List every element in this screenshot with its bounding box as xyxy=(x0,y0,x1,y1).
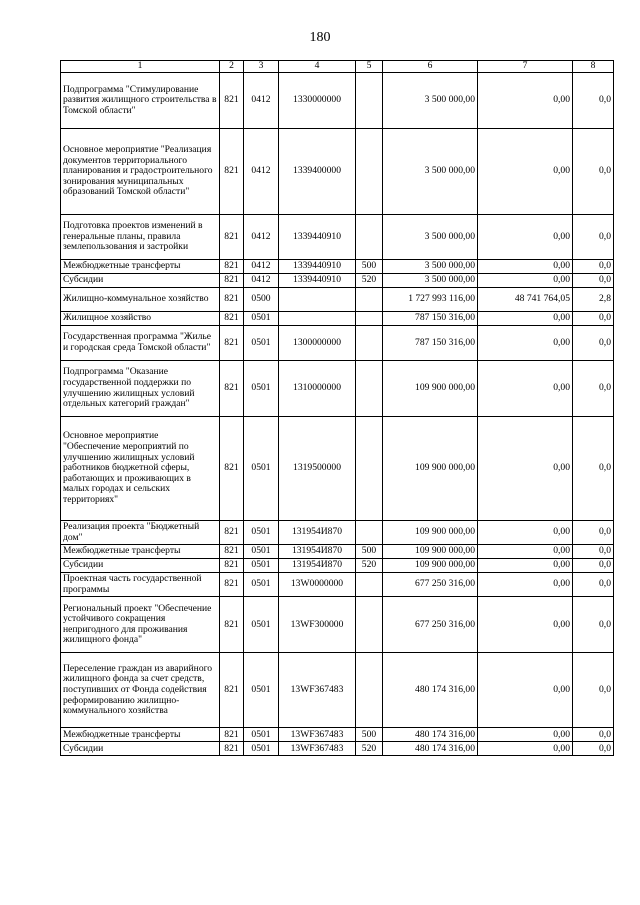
row-section-code: 0501 xyxy=(244,417,279,521)
column-header: 2 xyxy=(220,61,244,73)
row-executed-amount: 0,00 xyxy=(478,274,573,288)
row-approved-amount: 787 150 316,00 xyxy=(383,326,478,361)
row-executed-amount: 0,00 xyxy=(478,559,573,573)
row-name: Подпрограмма "Стимулирование развития жилищного строительства в Томской области" xyxy=(61,73,220,129)
row-approved-amount: 3 500 000,00 xyxy=(383,129,478,215)
row-expense-type xyxy=(356,326,383,361)
row-executed-amount: 48 741 764,05 xyxy=(478,288,573,312)
row-expense-type: 500 xyxy=(356,545,383,559)
column-header: 4 xyxy=(279,61,356,73)
table-row xyxy=(61,521,614,545)
row-admin-code: 821 xyxy=(220,288,244,312)
row-section-code: 0501 xyxy=(244,573,279,597)
row-executed-amount: 0,00 xyxy=(478,597,573,653)
table-row xyxy=(61,215,614,260)
row-approved-amount: 109 900 000,00 xyxy=(383,545,478,559)
row-admin-code: 821 xyxy=(220,728,244,742)
row-section-code: 0412 xyxy=(244,73,279,129)
row-executed-amount: 0,00 xyxy=(478,545,573,559)
row-executed-amount: 0,00 xyxy=(478,312,573,326)
row-target-code: 1310000000 xyxy=(279,361,356,417)
table-row xyxy=(61,260,614,274)
row-section-code: 0501 xyxy=(244,559,279,573)
row-executed-amount: 0,00 xyxy=(478,260,573,274)
row-target-code: 1339440910 xyxy=(279,274,356,288)
budget-table xyxy=(60,60,614,756)
row-approved-amount: 787 150 316,00 xyxy=(383,312,478,326)
row-percent: 0,0 xyxy=(573,597,614,653)
row-admin-code: 821 xyxy=(220,597,244,653)
row-expense-type xyxy=(356,597,383,653)
page-number: 180 xyxy=(309,30,331,45)
row-executed-amount: 0,00 xyxy=(478,129,573,215)
row-approved-amount: 480 174 316,00 xyxy=(383,742,478,756)
table-row xyxy=(61,73,614,129)
row-admin-code: 821 xyxy=(220,545,244,559)
table-row xyxy=(61,312,614,326)
row-admin-code: 821 xyxy=(220,73,244,129)
row-approved-amount: 3 500 000,00 xyxy=(383,73,478,129)
row-admin-code: 821 xyxy=(220,559,244,573)
row-expense-type: 520 xyxy=(356,742,383,756)
row-name: Подпрограмма "Оказание государственной поддержки по улучшению жилищных условий отдельных категорий граждан" xyxy=(61,361,220,417)
row-approved-amount: 109 900 000,00 xyxy=(383,361,478,417)
row-target-code: 1339440910 xyxy=(279,215,356,260)
row-expense-type xyxy=(356,361,383,417)
row-admin-code: 821 xyxy=(220,521,244,545)
row-percent: 0,0 xyxy=(573,653,614,728)
row-percent: 2,8 xyxy=(573,288,614,312)
row-name: Основное мероприятие "Обеспечение мероприятий по улучшению жилищных условий работников бюджетной сферы, работающих и проживающих в малых городах и сельских территориях" xyxy=(61,417,220,521)
row-name: Жилищное хозяйство xyxy=(61,312,220,326)
row-percent: 0,0 xyxy=(573,728,614,742)
row-name: Подготовка проектов изменений в генеральные планы, правила землепользования и застройки xyxy=(61,215,220,260)
row-percent: 0,0 xyxy=(573,573,614,597)
row-section-code: 0501 xyxy=(244,653,279,728)
row-percent: 0,0 xyxy=(573,215,614,260)
column-header: 1 xyxy=(61,61,220,73)
row-name: Межбюджетные трансферты xyxy=(61,260,220,274)
row-admin-code: 821 xyxy=(220,653,244,728)
row-percent: 0,0 xyxy=(573,742,614,756)
row-section-code: 0500 xyxy=(244,288,279,312)
row-executed-amount: 0,00 xyxy=(478,521,573,545)
column-header: 5 xyxy=(356,61,383,73)
row-target-code: 13WF300000 xyxy=(279,597,356,653)
row-percent: 0,0 xyxy=(573,417,614,521)
row-expense-type: 520 xyxy=(356,274,383,288)
row-section-code: 0501 xyxy=(244,597,279,653)
table-row xyxy=(61,545,614,559)
row-admin-code: 821 xyxy=(220,361,244,417)
row-name: Межбюджетные трансферты xyxy=(61,545,220,559)
row-expense-type xyxy=(356,215,383,260)
row-admin-code: 821 xyxy=(220,326,244,361)
row-name: Субсидии xyxy=(61,742,220,756)
row-target-code: 131954И870 xyxy=(279,521,356,545)
row-name: Субсидии xyxy=(61,559,220,573)
row-target-code: 13W0000000 xyxy=(279,573,356,597)
column-header: 7 xyxy=(478,61,573,73)
row-percent: 0,0 xyxy=(573,559,614,573)
row-approved-amount: 109 900 000,00 xyxy=(383,559,478,573)
row-target-code: 131954И870 xyxy=(279,545,356,559)
row-approved-amount: 1 727 993 116,00 xyxy=(383,288,478,312)
row-name: Основное мероприятие "Реализация документов территориального планирования и градостроительного зонирования муниципальных образований Томской области" xyxy=(61,129,220,215)
row-percent: 0,0 xyxy=(573,274,614,288)
row-expense-type xyxy=(356,417,383,521)
row-percent: 0,0 xyxy=(573,361,614,417)
row-section-code: 0501 xyxy=(244,545,279,559)
row-target-code: 1300000000 xyxy=(279,326,356,361)
row-section-code: 0501 xyxy=(244,521,279,545)
row-name: Государственная программа "Жилье и городская среда Томской области" xyxy=(61,326,220,361)
table-row xyxy=(61,728,614,742)
row-admin-code: 821 xyxy=(220,274,244,288)
row-name: Реализация проекта "Бюджетный дом" xyxy=(61,521,220,545)
row-admin-code: 821 xyxy=(220,312,244,326)
row-expense-type xyxy=(356,521,383,545)
row-approved-amount: 480 174 316,00 xyxy=(383,653,478,728)
row-section-code: 0412 xyxy=(244,274,279,288)
table-row xyxy=(61,597,614,653)
row-target-code xyxy=(279,312,356,326)
row-expense-type: 520 xyxy=(356,559,383,573)
row-section-code: 0412 xyxy=(244,260,279,274)
row-percent: 0,0 xyxy=(573,545,614,559)
row-approved-amount: 677 250 316,00 xyxy=(383,597,478,653)
row-name: Проектная часть государственной программы xyxy=(61,573,220,597)
row-section-code: 0501 xyxy=(244,742,279,756)
row-expense-type: 500 xyxy=(356,728,383,742)
row-target-code: 13WF367483 xyxy=(279,653,356,728)
row-approved-amount: 3 500 000,00 xyxy=(383,260,478,274)
table-row xyxy=(61,361,614,417)
row-target-code xyxy=(279,288,356,312)
row-name: Переселение граждан из аварийного жилищного фонда за счет средств, поступивших от Фонда содействия реформированию жилищно-коммунального хозяйства xyxy=(61,653,220,728)
row-approved-amount: 3 500 000,00 xyxy=(383,274,478,288)
row-section-code: 0501 xyxy=(244,326,279,361)
row-executed-amount: 0,00 xyxy=(478,573,573,597)
row-target-code: 1339440910 xyxy=(279,260,356,274)
row-name: Межбюджетные трансферты xyxy=(61,728,220,742)
row-approved-amount: 3 500 000,00 xyxy=(383,215,478,260)
table-row xyxy=(61,274,614,288)
row-percent: 0,0 xyxy=(573,521,614,545)
row-approved-amount: 677 250 316,00 xyxy=(383,573,478,597)
row-approved-amount: 109 900 000,00 xyxy=(383,417,478,521)
row-name: Региональный проект "Обеспечение устойчивого сокращения непригодного для проживания жилищного фонда" xyxy=(61,597,220,653)
table-row xyxy=(61,417,614,521)
header-row xyxy=(61,61,614,73)
row-name: Субсидии xyxy=(61,274,220,288)
row-executed-amount: 0,00 xyxy=(478,361,573,417)
row-percent: 0,0 xyxy=(573,129,614,215)
table-row xyxy=(61,288,614,312)
row-section-code: 0501 xyxy=(244,312,279,326)
row-percent: 0,0 xyxy=(573,312,614,326)
table-row xyxy=(61,559,614,573)
row-expense-type xyxy=(356,288,383,312)
row-section-code: 0412 xyxy=(244,215,279,260)
row-target-code: 1319500000 xyxy=(279,417,356,521)
row-expense-type xyxy=(356,129,383,215)
row-executed-amount: 0,00 xyxy=(478,326,573,361)
table-row xyxy=(61,129,614,215)
row-section-code: 0501 xyxy=(244,728,279,742)
row-admin-code: 821 xyxy=(220,417,244,521)
row-approved-amount: 109 900 000,00 xyxy=(383,521,478,545)
row-executed-amount: 0,00 xyxy=(478,742,573,756)
row-target-code: 131954И870 xyxy=(279,559,356,573)
row-executed-amount: 0,00 xyxy=(478,215,573,260)
table-row xyxy=(61,326,614,361)
row-approved-amount: 480 174 316,00 xyxy=(383,728,478,742)
table-row xyxy=(61,573,614,597)
row-expense-type: 500 xyxy=(356,260,383,274)
row-admin-code: 821 xyxy=(220,215,244,260)
row-admin-code: 821 xyxy=(220,573,244,597)
row-executed-amount: 0,00 xyxy=(478,653,573,728)
column-header: 6 xyxy=(383,61,478,73)
table-row xyxy=(61,742,614,756)
row-section-code: 0412 xyxy=(244,129,279,215)
row-section-code: 0501 xyxy=(244,361,279,417)
row-executed-amount: 0,00 xyxy=(478,417,573,521)
row-target-code: 1339400000 xyxy=(279,129,356,215)
row-target-code: 1330000000 xyxy=(279,73,356,129)
row-expense-type xyxy=(356,73,383,129)
row-executed-amount: 0,00 xyxy=(478,73,573,129)
row-target-code: 13WF367483 xyxy=(279,728,356,742)
row-admin-code: 821 xyxy=(220,742,244,756)
row-target-code: 13WF367483 xyxy=(279,742,356,756)
row-expense-type xyxy=(356,573,383,597)
row-name: Жилищно-коммунальное хозяйство xyxy=(61,288,220,312)
row-admin-code: 821 xyxy=(220,260,244,274)
row-admin-code: 821 xyxy=(220,129,244,215)
row-percent: 0,0 xyxy=(573,260,614,274)
row-expense-type xyxy=(356,653,383,728)
column-header: 3 xyxy=(244,61,279,73)
table-row xyxy=(61,653,614,728)
column-header: 8 xyxy=(573,61,614,73)
row-percent: 0,0 xyxy=(573,326,614,361)
row-percent: 0,0 xyxy=(573,73,614,129)
row-executed-amount: 0,00 xyxy=(478,728,573,742)
row-expense-type xyxy=(356,312,383,326)
